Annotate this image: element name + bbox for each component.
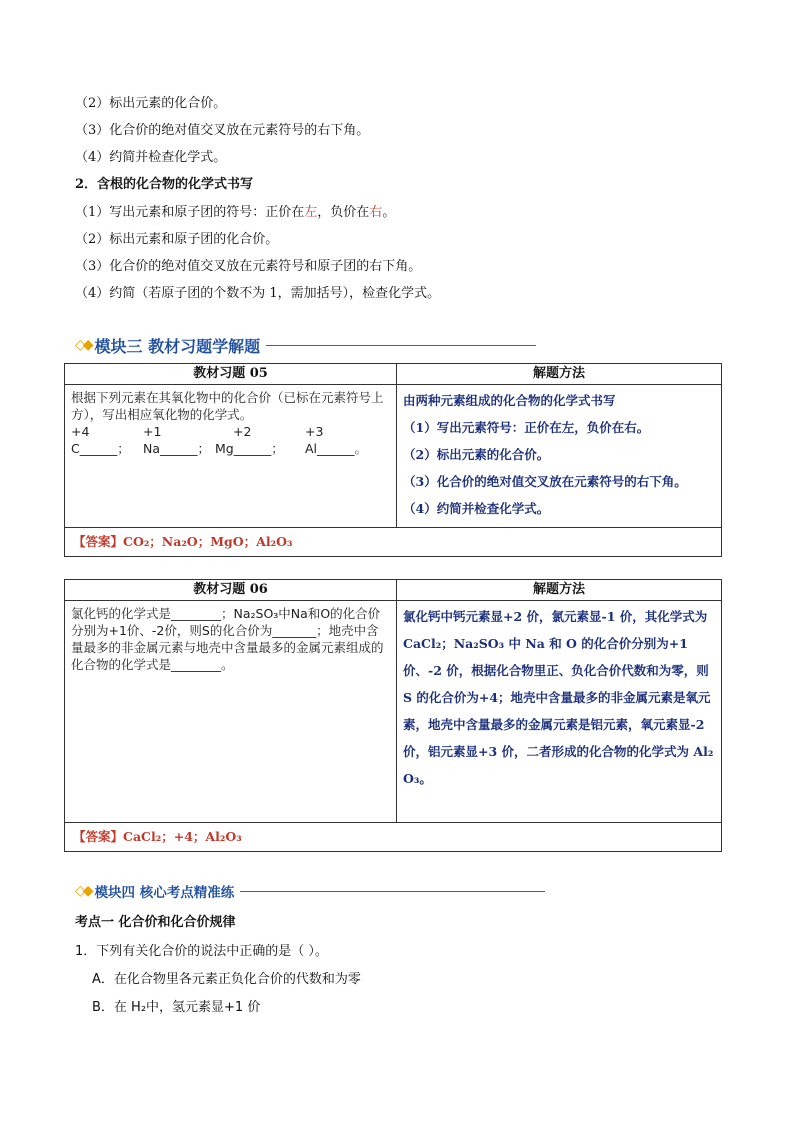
ex05-method-step1: （1）写出元素符号：正价在左，负价在右。	[403, 420, 650, 435]
ex05-method-step3: （3）化合价的绝对值交叉放在元素符号的右下角。	[403, 474, 687, 489]
ex05-header-left: 教材习题 05	[65, 364, 397, 385]
ex05-question: 根据下列元素在其氧化物中的化合价（已标在元素符号上方），写出相应氧化物的化学式。	[71, 390, 384, 422]
question-1-stem: 1．下列有关化合价的说法中正确的是（ ）。	[75, 944, 328, 959]
module4-header	[75, 879, 545, 903]
step1-text-c: 。	[382, 205, 396, 220]
blank-al: Al______。	[305, 441, 368, 456]
step1-left-word: 左	[304, 205, 318, 220]
section2-step2: （2）标出元素和原子团的化合价。	[75, 232, 279, 247]
step1-right-word: 右	[369, 205, 383, 220]
ex05-blank-row	[71, 440, 390, 457]
module3-rule	[266, 345, 536, 346]
valence-al: +3	[305, 424, 324, 439]
module4-rule	[240, 891, 545, 892]
blank-na: Na______；	[143, 441, 211, 456]
blank-mg: Mg______；	[215, 441, 284, 456]
step-4-line: （4）约简并检查化学式。	[75, 150, 227, 165]
section2-step4: （4）约简（若原子团的个数不为 1，需加括号），检查化学式。	[75, 286, 441, 301]
ex05-header-right: 解题方法	[397, 364, 722, 385]
step1-text-b: ，负价在	[317, 205, 370, 220]
ex06-header-right: 解题方法	[397, 580, 722, 601]
module3-title: 模块三 教材习题学解题	[94, 336, 261, 356]
step1-text-a: （1）写出元素和原子团的符号：正价在	[75, 205, 305, 220]
exercise-06-table	[64, 579, 722, 852]
ex05-method-step2: （2）标出元素的化合价。	[403, 447, 550, 462]
valence-c: +4	[71, 424, 90, 439]
module3-header	[75, 333, 536, 357]
question-1-option-a: A．在化合物里各元素正负化合价的代数和为零	[92, 972, 361, 987]
ex05-method-title: 由两种元素组成的化合物的化学式书写	[403, 393, 616, 408]
ex05-answer: 【答案】CO₂；Na₂O；MgO；Al₂O₃	[65, 528, 722, 557]
ex05-method-cell	[397, 385, 722, 528]
kaodian-heading: 考点一 化合价和化合价规律	[75, 915, 236, 930]
section2-step1	[75, 204, 395, 222]
question-1-option-b: B．在 H₂中，氢元素显+1 价	[92, 1000, 261, 1015]
module4-title: 模块四 核心考点精准练	[94, 885, 235, 901]
blank-c: C______；	[71, 441, 130, 456]
ex05-question-cell	[65, 385, 397, 528]
ex06-answer: 【答案】CaCl₂；+4；Al₂O₃	[65, 823, 722, 852]
ex06-method: 氯化钙中钙元素显+2 价，氯元素显-1 价，其化学式为 CaCl₂；Na₂SO₃ 中 Na 和 O 的化合价分别为+1 价、-2 价，根据化合物里正、负化合价代数和为零，则 S 的化合价为+4；地壳中含量最多的非金属元素是氧元素，地壳中含量最多的金属元素是铝元素，氧元素显-2 价，铝元素显+3 价，二者形成的化合物的化学式为 Al₂O₃。	[397, 601, 722, 823]
ex05-valence-row	[71, 423, 390, 440]
ex06-header-left: 教材习题 06	[65, 580, 397, 601]
valence-na: +1	[143, 424, 162, 439]
exercise-05-table	[64, 363, 722, 557]
step-3-line: （3）化合价的绝对值交叉放在元素符号的右下角。	[75, 123, 370, 138]
double-diamond-icon: ◇◆	[75, 337, 91, 353]
step-2-line: （2）标出元素的化合价。	[75, 96, 227, 111]
ex05-method-step4: （4）约简并检查化学式。	[403, 501, 550, 516]
section2-heading: 2．含根的化合物的化学式书写	[75, 177, 254, 192]
ex06-question: 氯化钙的化学式是________；Na₂SO₃中Na和O的化合价分别为+1价、-2价，则S的化合价为_______；地壳中含量最多的非金属元素与地壳中含量最多的金属元素组成的化合物的化学式是________。	[65, 601, 397, 823]
double-diamond-icon: ◇◆	[75, 883, 91, 899]
section2-step3: （3）化合价的绝对值交叉放在元素符号和原子团的右下角。	[75, 259, 422, 274]
valence-mg: +2	[233, 424, 252, 439]
